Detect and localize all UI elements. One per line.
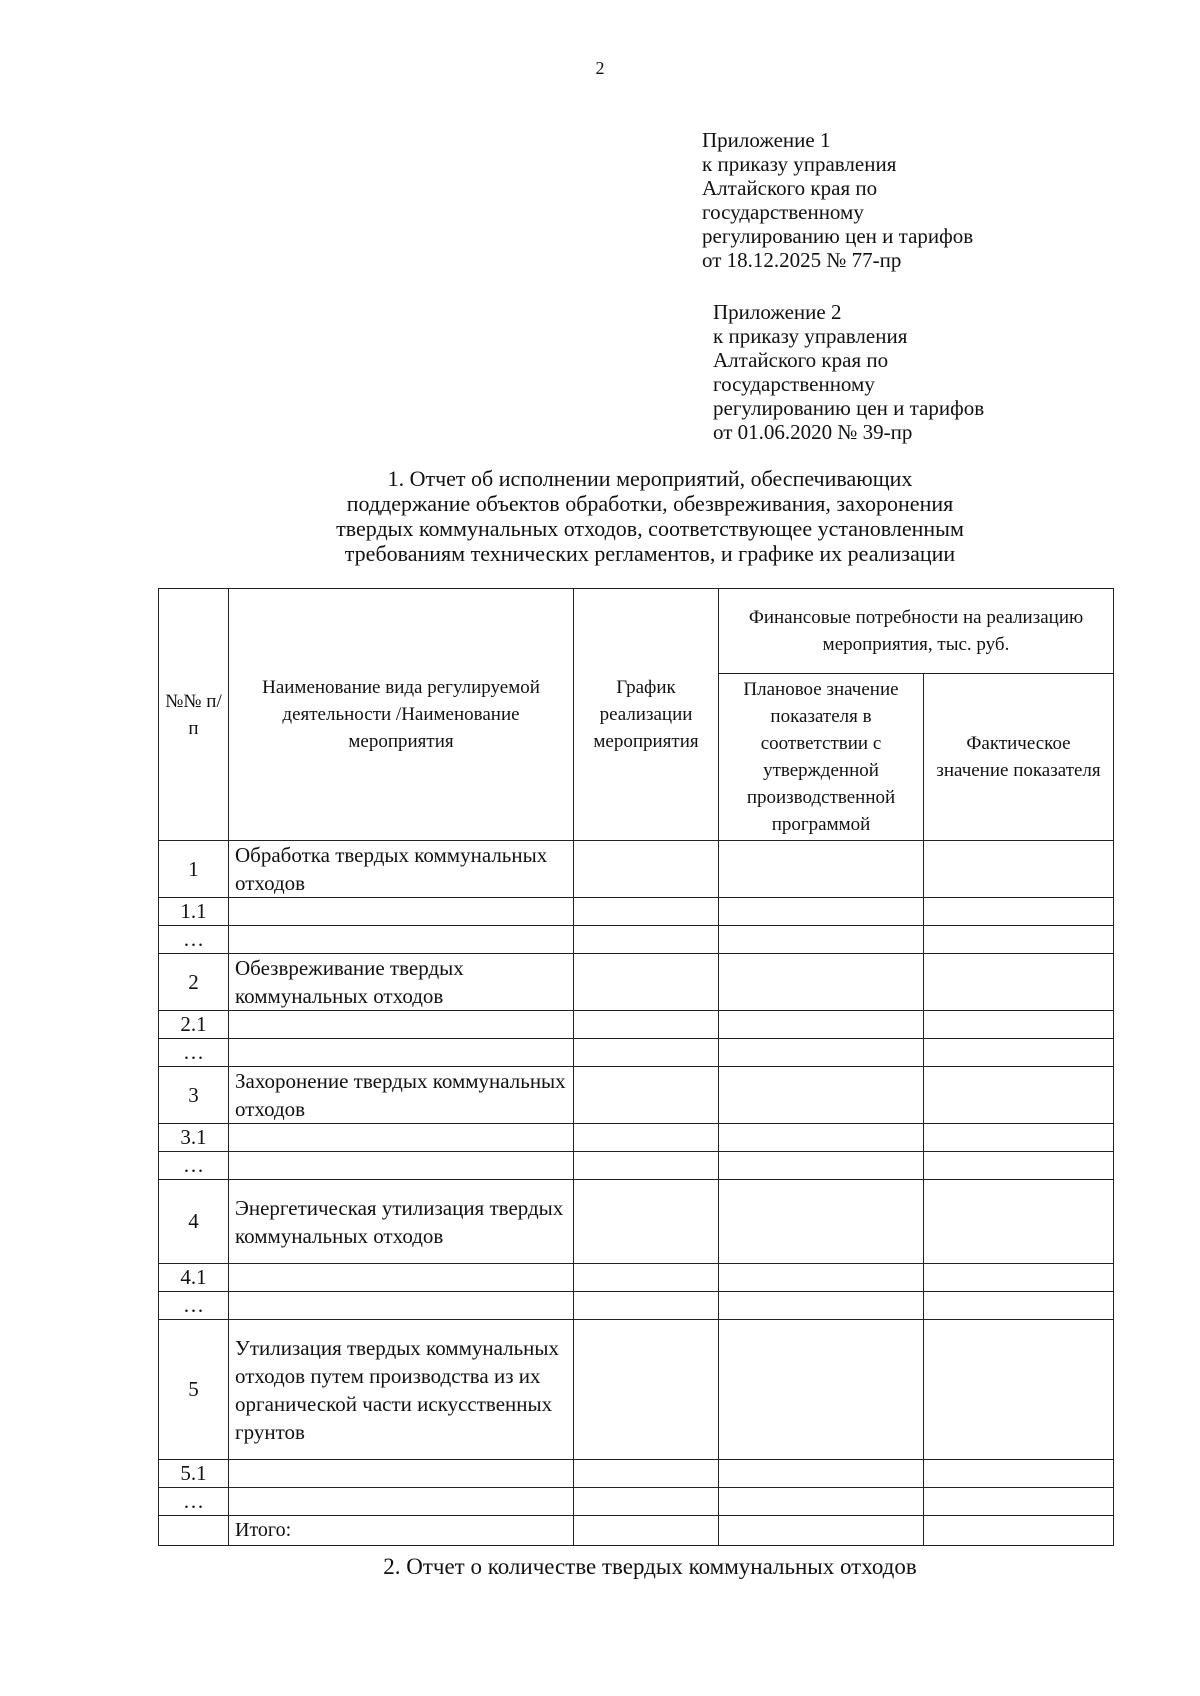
actual-cell: [924, 898, 1114, 926]
schedule-cell: [574, 1067, 719, 1124]
planned-cell: [719, 1264, 924, 1292]
planned-cell: [719, 841, 924, 898]
row-name: [229, 1039, 574, 1067]
actual-cell: [924, 954, 1114, 1011]
actual-cell: [924, 1264, 1114, 1292]
actual-cell: [924, 1152, 1114, 1180]
table-body: [159, 841, 1114, 1546]
row-name: [229, 926, 574, 954]
row-name: Энергетическая утилизация твердых коммунальных отходов: [229, 1180, 574, 1264]
row-name: [229, 1488, 574, 1516]
table-row: [159, 1460, 1114, 1488]
row-name: Утилизация твердых коммунальных отходов путем производства из их органической части искусственных грунтов: [229, 1320, 574, 1460]
section-1-title-line: твердых коммунальных отходов, соответствующее установленным: [336, 516, 964, 541]
schedule-cell: [574, 1180, 719, 1264]
row-name: [229, 1011, 574, 1039]
header-financial-needs: Финансовые потребности на реализацию мероприятия, тыс. руб.: [719, 589, 1114, 674]
table-row: [159, 1011, 1114, 1039]
header-schedule: График реализации мероприятия: [574, 589, 719, 841]
header-number: №№ п/п: [159, 589, 229, 841]
section-1-title-line: 1. Отчет об исполнении мероприятий, обеспечивающих: [387, 466, 913, 491]
row-name: Обработка твердых коммунальных отходов: [229, 841, 574, 898]
planned-cell: [719, 1067, 924, 1124]
appendix-2-line: Приложение 2: [713, 300, 842, 324]
row-number: 2.1: [159, 1011, 229, 1039]
planned-cell: [719, 1011, 924, 1039]
row-name: Захоронение твердых коммунальных отходов: [229, 1067, 574, 1124]
row-name: [229, 1292, 574, 1320]
page-number: 2: [595, 58, 605, 78]
table-row: [159, 1488, 1114, 1516]
table-row: [159, 841, 1114, 898]
actual-cell: [924, 926, 1114, 954]
row-number: 5: [159, 1320, 229, 1460]
schedule-cell: [574, 841, 719, 898]
actual-cell: [924, 1488, 1114, 1516]
appendix-1-line: от 18.12.2025 № 77-пр: [702, 248, 902, 272]
row-name: [229, 1264, 574, 1292]
schedule-cell: [574, 1124, 719, 1152]
appendix-1-line: регулированию цен и тарифов: [702, 224, 974, 248]
row-number: 4: [159, 1180, 229, 1264]
row-name: [229, 898, 574, 926]
actual-cell: [924, 1460, 1114, 1488]
appendix-1-line: к приказу управления: [702, 152, 897, 176]
schedule-cell: [574, 1460, 719, 1488]
planned-cell: [719, 1460, 924, 1488]
header-actual-value: Фактическое значение показателя: [924, 674, 1114, 841]
row-number: 2: [159, 954, 229, 1011]
planned-cell: [719, 1320, 924, 1460]
appendix-2-line: регулированию цен и тарифов: [713, 396, 985, 420]
table-row: [159, 1067, 1114, 1124]
table-row: [159, 926, 1114, 954]
row-number: 1.1: [159, 898, 229, 926]
row-number: …: [159, 926, 229, 954]
section-1-title: [150, 466, 1150, 566]
schedule-cell: [574, 1292, 719, 1320]
planned-cell: [719, 1516, 924, 1546]
table-row: [159, 954, 1114, 1011]
row-number: …: [159, 1152, 229, 1180]
table-row: [159, 898, 1114, 926]
table-row: [159, 1516, 1114, 1546]
planned-cell: [719, 1292, 924, 1320]
actual-cell: [924, 1039, 1114, 1067]
actual-cell: [924, 1067, 1114, 1124]
row-number: 4.1: [159, 1264, 229, 1292]
appendix-2-line: Алтайского края по: [713, 348, 889, 372]
row-name: [229, 1152, 574, 1180]
appendix-2-line: к приказу управления: [713, 324, 908, 348]
actual-cell: [924, 1180, 1114, 1264]
actual-cell: [924, 1124, 1114, 1152]
schedule-cell: [574, 1320, 719, 1460]
section-1-title-line: поддержание объектов обработки, обезвреживания, захоронения: [346, 491, 954, 516]
appendix-1-line: государственному: [702, 200, 864, 224]
header-planned-value: Плановое значение показателя в соответствии с утвержденной производственной программой: [719, 674, 924, 841]
row-name: [229, 1460, 574, 1488]
planned-cell: [719, 926, 924, 954]
table-row: [159, 1124, 1114, 1152]
schedule-cell: [574, 1039, 719, 1067]
actual-cell: [924, 841, 1114, 898]
planned-cell: [719, 1180, 924, 1264]
row-number: …: [159, 1039, 229, 1067]
planned-cell: [719, 1152, 924, 1180]
row-name: Обезвреживание твердых коммунальных отходов: [229, 954, 574, 1011]
actual-cell: [924, 1292, 1114, 1320]
total-label: Итого:: [229, 1516, 574, 1546]
planned-cell: [719, 1039, 924, 1067]
schedule-cell: [574, 926, 719, 954]
schedule-cell: [574, 954, 719, 1011]
appendix-2-header: [713, 300, 984, 444]
actual-cell: [924, 1011, 1114, 1039]
section-2-title: 2. Отчет о количестве твердых коммунальных отходов: [383, 1554, 917, 1579]
row-number: …: [159, 1292, 229, 1320]
appendix-2-line: государственному: [713, 372, 875, 396]
table-row: [159, 1039, 1114, 1067]
table-row: [159, 1264, 1114, 1292]
header-name: Наименование вида регулируемой деятельности /Наименование мероприятия: [229, 589, 574, 841]
row-name: [229, 1124, 574, 1152]
actual-cell: [924, 1320, 1114, 1460]
table-row: [159, 1292, 1114, 1320]
appendix-1-line: Приложение 1: [702, 128, 831, 152]
row-number: 1: [159, 841, 229, 898]
section-1-title-line: требованиям технических регламентов, и графике их реализации: [344, 541, 956, 566]
schedule-cell: [574, 1152, 719, 1180]
planned-cell: [719, 1488, 924, 1516]
schedule-cell: [574, 1264, 719, 1292]
row-number: 3: [159, 1067, 229, 1124]
appendix-2-line: от 01.06.2020 № 39-пр: [713, 420, 913, 444]
table-row: [159, 1320, 1114, 1460]
planned-cell: [719, 1124, 924, 1152]
schedule-cell: [574, 1011, 719, 1039]
report-table: [158, 588, 1114, 1546]
schedule-cell: [574, 1516, 719, 1546]
appendix-1-header: [702, 128, 973, 272]
row-number: 3.1: [159, 1124, 229, 1152]
schedule-cell: [574, 1488, 719, 1516]
planned-cell: [719, 954, 924, 1011]
planned-cell: [719, 898, 924, 926]
row-number: [159, 1516, 229, 1546]
table-row: [159, 1152, 1114, 1180]
schedule-cell: [574, 898, 719, 926]
row-number: 5.1: [159, 1460, 229, 1488]
appendix-1-line: Алтайского края по: [702, 176, 878, 200]
table-row: [159, 1180, 1114, 1264]
row-number: …: [159, 1488, 229, 1516]
actual-cell: [924, 1516, 1114, 1546]
